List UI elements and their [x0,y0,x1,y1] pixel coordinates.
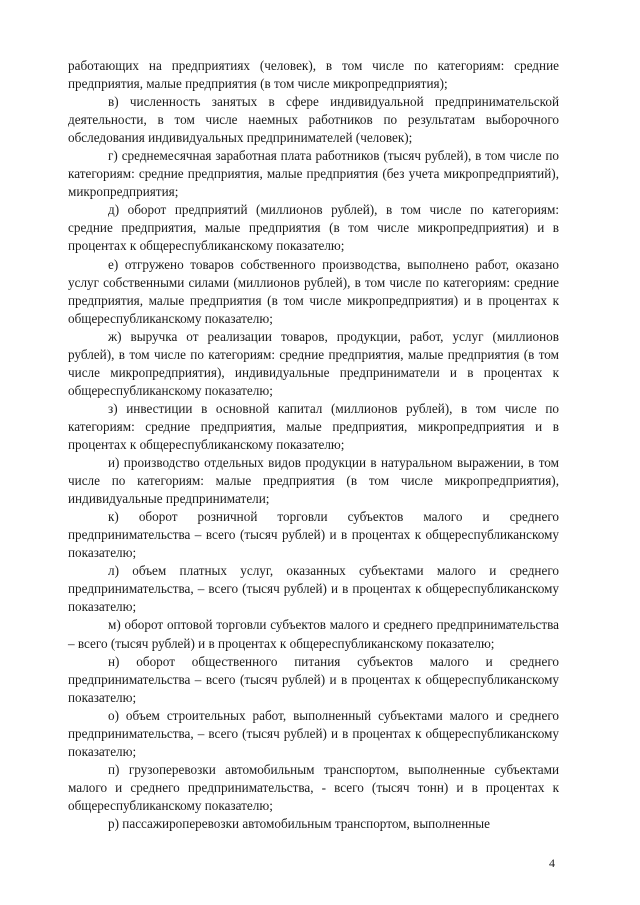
paragraph-item-k: к) оборот розничной торговли субъектов малого и среднего предпринимательства – всего (тысяч рублей) и в процентах к общереспубликанскому показателю; [68,509,559,561]
paragraph-item-d: д) оборот предприятий (миллионов рублей), в том числе по категориям: средние предприятия, малые предприятия (в том числе микропредприятия) и в процентах к общереспубликанскому показателю; [68,202,559,254]
paragraph-item-e: е) отгружено товаров собственного производства, выполнено работ, оказано услуг собственными силами (миллионов рублей), в том числе по категориям: средние предприятия, малые предприятия (в том числе микропредприятия) и в процентах к общереспубликанскому показателю; [68,256,559,326]
paragraph-item-l: л) объем платных услуг, оказанных субъектами малого и среднего предпринимательства, – всего (тысяч рублей) и в процентах к общереспубликанскому показателю; [68,563,559,615]
paragraph-item-o: о) объем строительных работ, выполненный субъектами малого и среднего предпринимательства, – всего (тысяч рублей) и в процентах к общереспубликанскому показателю; [68,707,559,759]
paragraph-item-n: н) оборот общественного питания субъектов малого и среднего предпринимательства – всего (тысяч рублей) и в процентах к общереспубликанскому показателю; [68,653,559,705]
paragraph-continuation: работающих на предприятиях (человек), в том числе по категориям: средние предприятия, малые предприятия (в том числе микропредприятия); [68,58,559,92]
paragraph-item-g: г) среднемесячная заработная плата работников (тысяч рублей), в том числе по категориям: средние предприятия, малые предприятия (без учета микропредприятий), микропредприятия; [68,148,559,200]
page-number: 4 [549,856,555,870]
paragraph-item-p: п) грузоперевозки автомобильным транспортом, выполненные субъектами малого и среднего предпринимательства, - всего (тысяч тонн) и в процентах к общереспубликанскому показателю; [68,761,559,813]
paragraph-item-z: з) инвестиции в основной капитал (миллионов рублей), в том числе по категориям: средние предприятия, малые предприятия, микропредприятия и в процентах к общереспубликанскому показателю; [68,400,559,452]
paragraph-item-r: р) пассажироперевозки автомобильным транспортом, выполненные [108,815,490,831]
paragraph-item-zh: ж) выручка от реализации товаров, продукции, работ, услуг (миллионов рублей), в том числе по категориям: средние предприятия, малые предприятия (в том числе микропредприятия), индивидуальные предприниматели и в процентах к общереспубликанскому показателю; [68,328,559,398]
paragraph-item-i: и) производство отдельных видов продукции в натуральном выражении, в том числе по категориям: малые предприятия (в том числе микропредприятия), индивидуальные предприниматели; [68,455,559,507]
paragraph-item-v: в) численность занятых в сфере индивидуальной предпринимательской деятельности, в том числе наемных работников по результатам выборочного обследования индивидуальных предпринимателей (человек); [68,94,559,146]
document-body [68,57,559,833]
paragraph-item-m: м) оборот оптовой торговли субъектов малого и среднего предпринимательства – всего (тысяч рублей) и в процентах к общереспубликанскому показателю; [68,617,559,651]
